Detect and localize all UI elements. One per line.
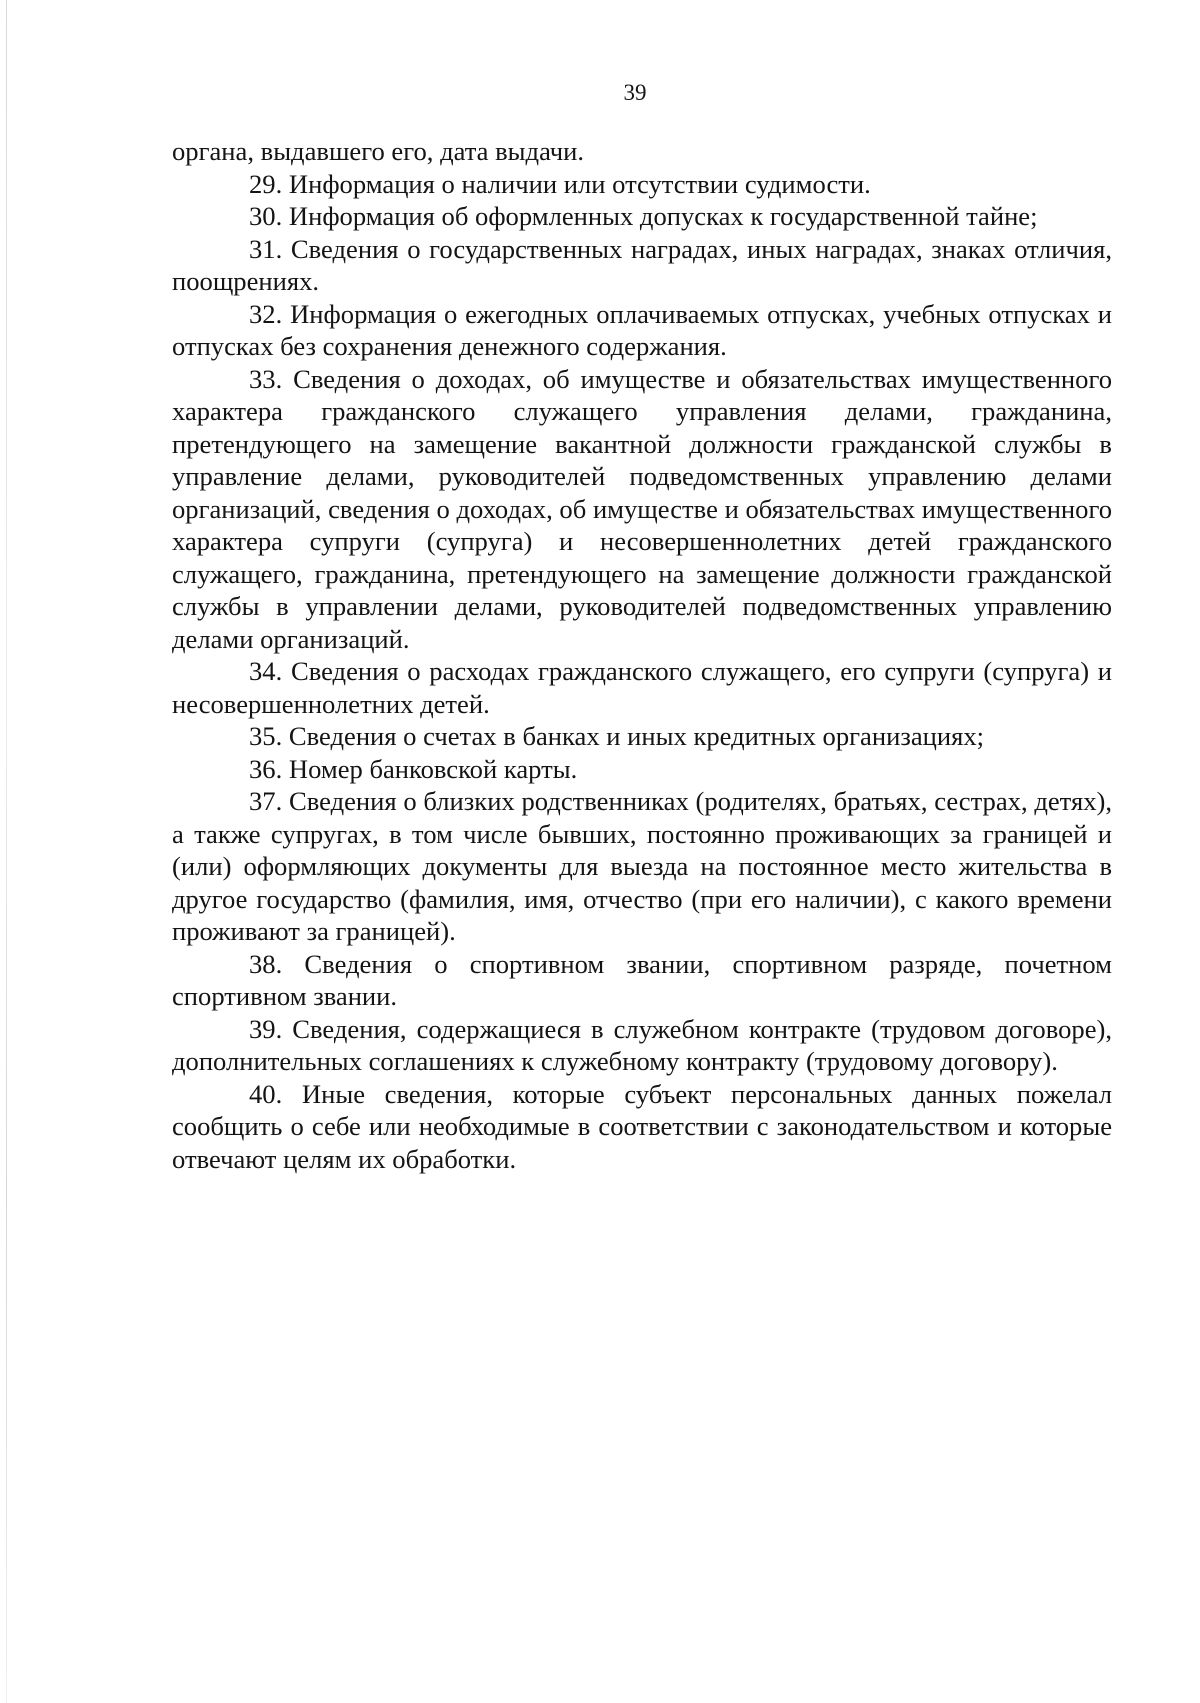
list-item-37: 37. Сведения о близких родственниках (родителях, братьях, сестрах, детях), а также супругах, в том числе бывших, постоянно проживающих за границей и (или) оформляющих документы для выезда на постоянное место жительства в другое государство (фамилия, имя, отчество (при его наличии), с какого времени проживают за границей). [172, 786, 1112, 946]
paragraph-continuation: органа, выдавшего его, дата выдачи. [172, 136, 585, 166]
scan-edge-line [6, 0, 7, 1703]
list-item-29: 29. Информация о наличии или отсутствии судимости. [249, 168, 871, 199]
list-item-34: 34. Сведения о расходах гражданского служащего, его супруги (супруга) и несовершеннолетних детей. [172, 656, 1112, 719]
list-item-38: 38. Сведения о спортивном звании, спортивном разряде, почетном спортивном звании. [172, 948, 1112, 1011]
list-item-31: 31. Сведения о государственных наградах, иных наградах, знаках отличия, поощрениях. [172, 233, 1112, 296]
document-body [172, 135, 1112, 1175]
list-item-40: 40. Иные сведения, которые субъект персональных данных пожелал сообщить о себе или необходимые в соответствии с законодательством и которые отвечают целям их обработки. [172, 1078, 1112, 1174]
page-number: 39 [623, 80, 647, 105]
list-item-32: 32. Информация о ежегодных оплачиваемых отпусках, учебных отпусках и отпусках без сохранения денежного содержания. [172, 298, 1112, 361]
list-item-36: 36. Номер банковской карты. [249, 753, 578, 784]
list-item-35: 35. Сведения о счетах в банках и иных кредитных организациях; [249, 721, 985, 751]
list-item-33: 33. Сведения о доходах, об имуществе и обязательствах имущественного характера гражданского служащего управления делами, гражданина, претендующего на замещение вакантной должности гражданской службы в управление делами, руководителей подведомственных управлению делами организаций, сведения о доходах, об имуществе и обязательствах имущественного характера супруги (супруга) и несовершеннолетних детей гражданского служащего, гражданина, претендующего на замещение должности гражданской службы в управлении делами, руководителей подведомственных управлению делами организаций. [172, 363, 1112, 654]
list-item-39: 39. Сведения, содержащиеся в служебном контракте (трудовом договоре), дополнительных соглашениях к служебному контракту (трудовому договору). [172, 1013, 1112, 1076]
list-item-30: 30. Информация об оформленных допусках к государственной тайне; [249, 201, 1038, 231]
